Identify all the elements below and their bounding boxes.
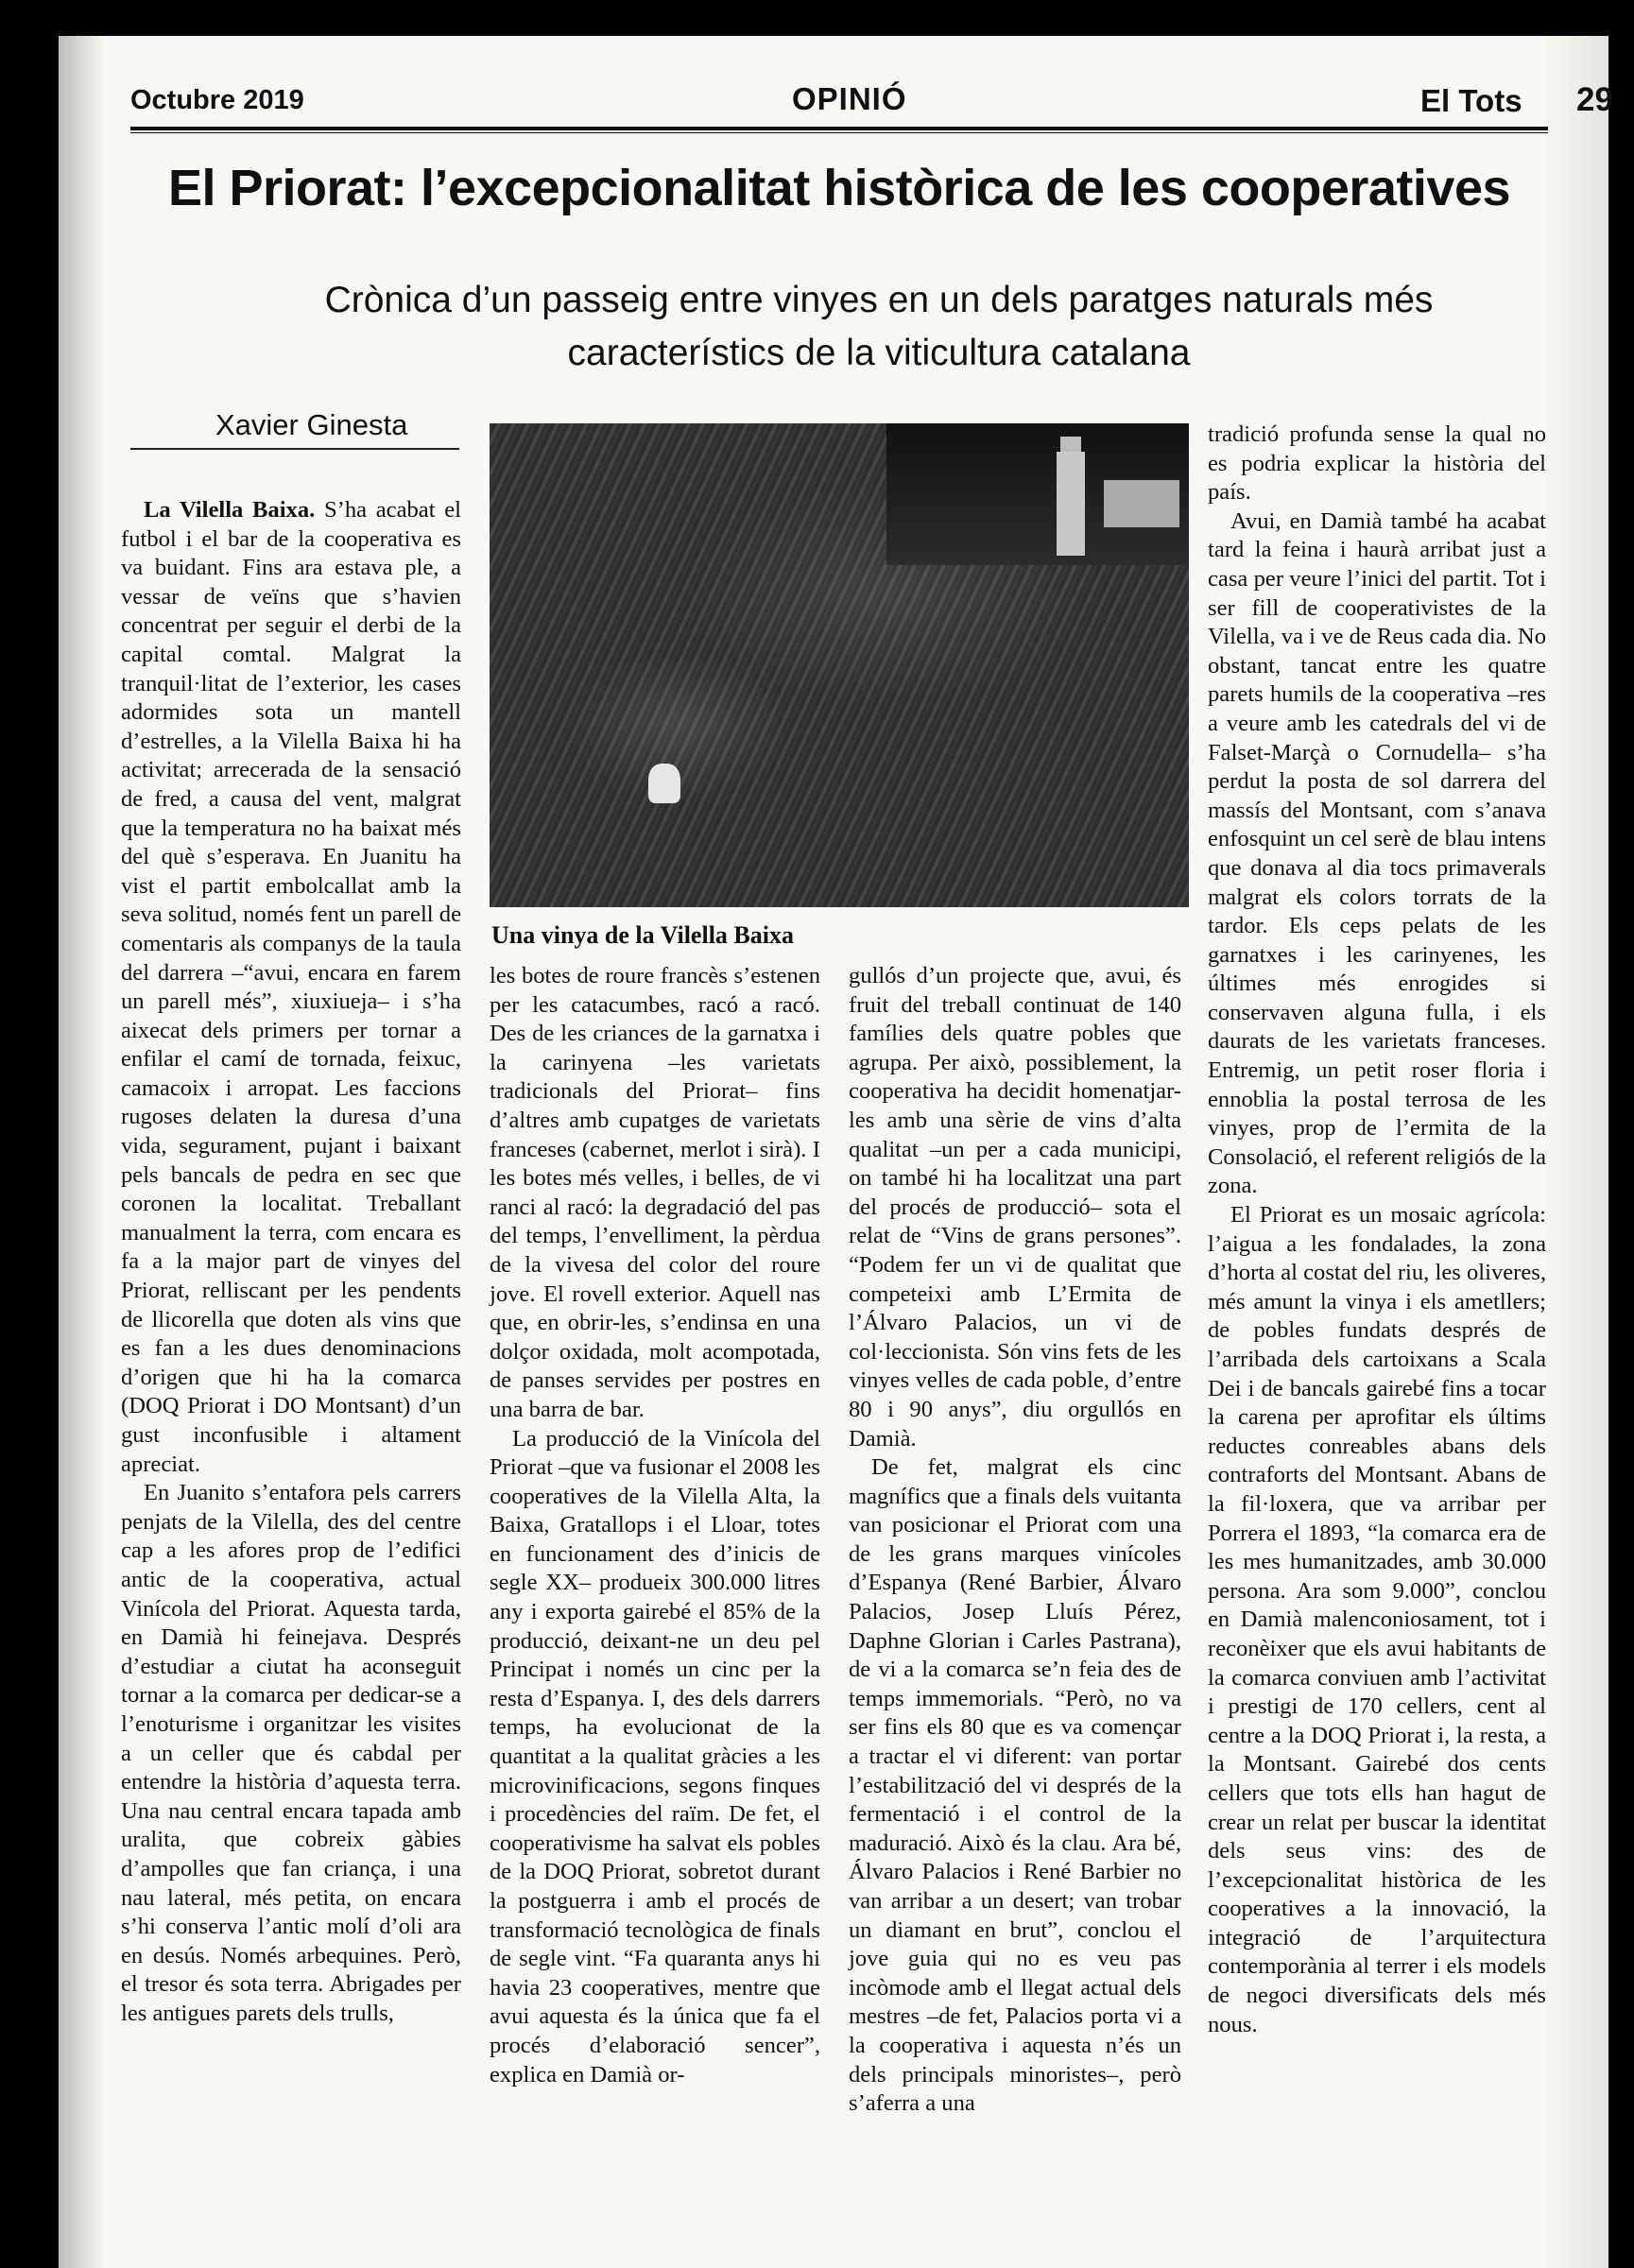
- page-header: [130, 66, 1613, 119]
- dateline: La Vilella Baixa.: [144, 497, 316, 523]
- issue-date: Octubre 2019: [130, 85, 304, 115]
- paragraph: La producció de la Vinícola del Priorat –que va fusionar el 2008 les cooperatives de la Vilella Alta, la Baixa, Gratallops i el Lloar, totes en funcionament des d’inicis de segle XX– produeix 300.000 litres any i exporta gairebé el 85% de la producció, deixant-ne un deu pel Principat i només un cinc per la resta d’Espanya. I, des dels darrers temps, ha evolucionat de la quantitat a la qualitat gràcies a les microvinificacions, segons finques i procedències del raïm. De fet, el cooperativisme ha salvat els pobles de la DOQ Priorat, sobretot durant la postguerra i amb el procés de transformació tecnològica de finals de segle vint. “Fa quaranta anys hi havia 23 cooperatives, mentre que avui aquesta és la única que fa el procés d’elaboració sencer”, explica en Damià or-: [490, 1425, 820, 2088]
- byline: Xavier Ginesta: [215, 408, 408, 441]
- worker-figure: [648, 764, 680, 803]
- header-rule-thin: [130, 132, 1548, 133]
- subheadline-line-2: característics de la viticultura catalana: [567, 333, 1191, 373]
- article-column-4: [1208, 421, 1546, 2039]
- page-number: 29: [1576, 81, 1613, 118]
- header-rule: [130, 127, 1548, 130]
- paragraph: En Juanito s’entafora pels carrers penjats de la Vilella, des del centre cap a les afores prop de l’edifici antic de la cooperativa, actual Vinícola del Priorat. Aquesta tarda, en Damià hi feinejava. Després d’estudiar a ciutat ha aconseguit tornar a la comarca per dedicar-se a l’enoturisme i organitzar les visites a un celler que és cabdal per entendre la història d’aquesta terra. Una nau central encara tapada amb uralita, que cobreix gàbies d’ampolles que fan criança, i una nau lateral, més petita, on encara s’hi conserva l’antic molí d’oli ara en desús. Només arbequines. Però, el tresor és sota terra. Abrigades per les antigues parets dels trulls,: [121, 1480, 461, 2026]
- paragraph: les botes de roure francès s’estenen per les catacumbes, racó a racó. Des de les criances de la garnatxa i la carinyena –les varietats tradicionals del Priorat– fins d’altres amb cupatges de varietats franceses (cabernet, merlot i sirà). I les botes més velles, i belles, de vi ranci al racó: la degradació del pas del temps, l’envelliment, la pèrdua de la vivesa del color del roure jove. El rovell exterior. Aquell nas que, en obrir-les, s’endinsa en una dolçor oxidada, molt acompotada, de panses servides per postres en una barra de bar.: [490, 963, 820, 1422]
- paragraph: El Priorat es un mosaic agrícola: l’aigua a les fondalades, la zona d’horta al costat del riu, les oliveres, més amunt la vinya i els ametllers; de pobles fundats després de l’arribada dels cartoixans a Scala Dei i de bancals gairebé fins a tocar la carena per aprofitar els últims reductes conreables abans dels contraforts del Montsant. Abans de la fil·loxera, que va arribar per Porrera el 1893, “la comarca era de les mes humanitzades, amb 30.000 persona. Ara som 9.000”, conclou en Damià malenconiosament, tot i reconèixer que els avui habitants de la comarca conviuen amb l’activitat i prestigi de 170 cellers, cent al centre a la DOQ Priorat i, la resta, a la Montsant. Gairebé dos cents cellers que tots ells han hagut de crear un relat per buscar la identitat dels seus vins: des de l’excepcionalitat històrica de les cooperatives a la innovació, la integració de l’arquitectura contemporània al terrer i els models de negoci diversificats dels més nous.: [1208, 1202, 1546, 2037]
- paragraph: gullós d’un projecte que, avui, és fruit del treball continuat de 140 famílies dels quatre pobles que agrupa. Per això, possiblement, la cooperativa ha decidit homenatjar-les amb una sèrie de vins d’alta qualitat –un per a cada municipi, on també hi ha localitzat una part del procés de producció– sota el relat de “Vins de grans persones”. “Podem fer un vi de qualitat que competeixi amb L’Ermita de l’Álvaro Palacios, un vi de col·leccionista. Són vins fets de les vinyes velles de cada poble, d’entre 80 i 90 anys”, diu orgullós en Damià.: [849, 963, 1181, 1452]
- page-edge-shadow: [1542, 36, 1608, 2268]
- paragraph: [121, 496, 461, 1479]
- article-column-2: [490, 962, 820, 2089]
- paragraph: tradició profunda sense la qual no es podria explicar la història del país.: [1208, 421, 1546, 506]
- paragraph-text: S’ha acabat el futbol i el bar de la cooperativa es va buidant. Fins ara estava ple, a vessar de veïns que s’havien concentrat per seguir el derbi de la capital comtal. Malgrat la tranquil·litat de l’exterior, les cases adormides sota un mantell d’estrelles, a la Vilella Baixa hi ha activitat; arrecerada de la sensació de fred, a causa del vent, malgrat que la temperatura no ha baixat més del què s’esperava. En Juanitu ha vist el partit embolcallat amb la seva solitud, només fent un parell de comentaris als companys de la taula del darrera –“avui, encara en farem un parell més”, xiuxiueja– i s’ha aixecat dels primers per tornar a enfilar el camí de tornada, feixuc, camacoix i arropat. Les faccions rugoses delaten la duresa d’una vida, segurament, pujant i baixant pels bancals de pedra en sec que coronen la localitat. Treballant manualment la terra, com encara es fa a la major part de vinyes del Priorat, relliscant per les pendents de llicorella que doten als vins que es fan a les dues denominacions d’origen que hi ha la comarca (DOQ Priorat i DO Montsant) d’un gust inconfusible i altament apreciat.: [121, 497, 461, 1477]
- byline-rule: [130, 448, 459, 450]
- paragraph: Avui, en Damià també ha acabat tard la feina i haurà arribat just a casa per veure l’inici del partit. Tot i ser fill de cooperativistes de la Vilella, va i ve de Reus cada dia. No obstant, tancat entre les quatre parets humils de la cooperativa –res a veure amb les catedrals del vi de Falset-Marçà o Cornudella– s’ha perdut la posta de sol darrera del massís del Montsant, com s’anava enfosquint un cel serè de blau intens que donava al dia tocs primaverals malgrat els colors torrats de la tardor. Els ceps pelats de les garnatxes i les carinyenes, les últimes més enrogides si conservaven alguna fulla, i els daurats de les varietats franceses. Entremig, un petit roser floria i ennoblia la postal terrosa de les vinyes, prop de l’ermita de la Consolació, el referent religiós de la zona.: [1208, 507, 1546, 1199]
- article-subheadline: [217, 274, 1540, 380]
- section-name: OPINIÓ: [792, 81, 907, 116]
- subheadline-line-1: Crònica d’un passeig entre vinyes en un dels paratges naturals més: [324, 280, 1434, 320]
- bell-tower: [1057, 452, 1085, 556]
- paragraph: De fet, malgrat els cinc magnífics que a finals dels vuitanta van posicionar el Priorat com una de les grans marques vinícoles d’Espanya (René Barbier, Álvaro Palacios, Josep Lluís Pérez, Daphne Glorian i Carles Pastrana), de vi a la comarca se’n feia des de temps immemorials. “Però, no va ser fins els 80 que es va començar a tractar el vi diferent: van portar l’estabilització del vi després de la fermentació i el control de la maduració. Això és la clau. Ara bé, Álvaro Palacios i René Barbier no van arribar a un desert; van trobar un diamant en brut”, conclou el jove guia qui no es veu pas incòmode amb el llegat actual dels mestres –de fet, Palacios porta vi a la cooperativa i aquesta n’és un dels principals minoristes–, però s’aferra a una: [849, 1454, 1181, 2117]
- vineyard-photo: [490, 423, 1189, 907]
- article-column-3: [849, 962, 1181, 2119]
- article-column-1: [121, 496, 461, 2028]
- village-house: [1104, 480, 1179, 527]
- photo-caption: Una vinya de la Vilella Baixa: [491, 921, 794, 949]
- article-headline: El Priorat: l’excepcionalitat històrica de les cooperatives: [167, 160, 1511, 216]
- page-gutter-shadow: [59, 36, 104, 2268]
- publication-name: El Tots: [1420, 83, 1522, 118]
